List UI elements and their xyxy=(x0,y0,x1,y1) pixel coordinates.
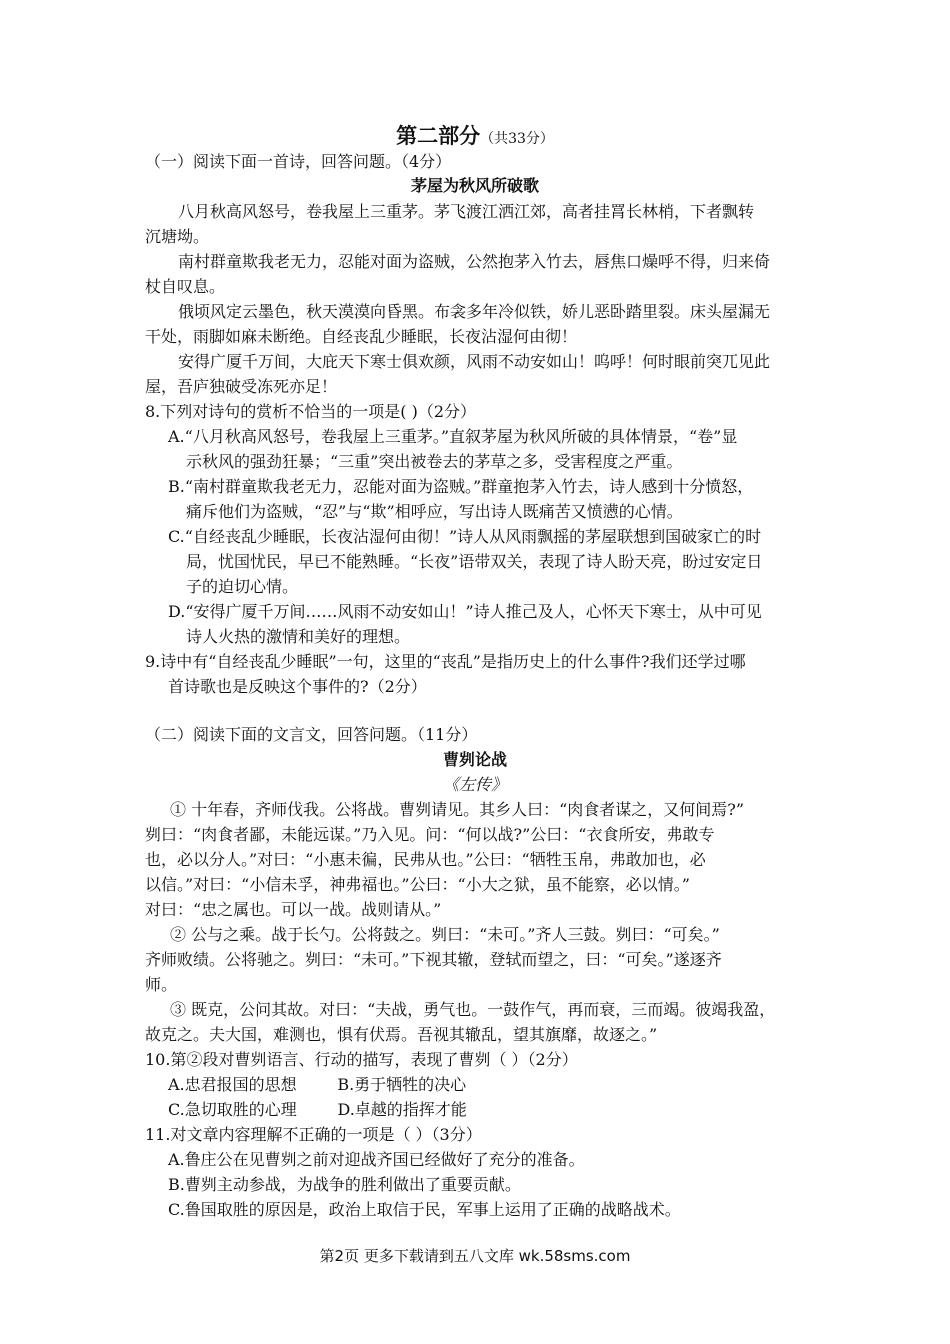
page-footer: 第2页 更多下载请到五八文库 wk.58sms.com xyxy=(319,1247,631,1265)
poem-title: 茅屋为秋风所破歌 xyxy=(410,176,539,195)
essay-line: 师。 xyxy=(145,975,178,994)
poem-line: 安得广厦千万间，大庇天下寒士俱欢颜，风雨不动安如山！呜呼！何时眼前突兀见此 xyxy=(178,352,771,371)
q11-option: C.鲁国取胜的原因是，政治上取信于民，军事上运用了正确的战略战术。 xyxy=(168,1200,681,1219)
essay-line: 故克之。夫大国，难测也，惧有伏焉。吾视其辙乱，望其旗靡，故逐之。” xyxy=(145,1025,658,1044)
q8-option: D.“安得广厦千万间……风雨不动安如山！”诗人推己及人，心怀天下寒士，从中可见 xyxy=(168,602,762,621)
poem-line: 八月秋高风怒号，卷我屋上三重茅。茅飞渡江洒江郊，高者挂罥长林梢，下者飘转 xyxy=(178,202,755,221)
q8-option: 痛斥他们为盗贼，“忍”与“欺”相呼应，写出诗人既痛苦又愤懑的心情。 xyxy=(186,502,683,521)
q10-option: A.忠君报国的思想 B.勇于牺牲的决心 xyxy=(168,1075,467,1094)
q10-option: C.急切取胜的心理 D.卓越的指挥才能 xyxy=(168,1100,467,1119)
q8-option: 局，忧国忧民，早已不能熟睡。“长夜”语带双关，表现了诗人盼天亮，盼过安定日 xyxy=(186,552,763,571)
section2-intro: （二）阅读下面的文言文，回答问题。（11分） xyxy=(145,725,478,744)
essay-source: 《左传》 xyxy=(442,775,507,794)
part-title: 第二部分 xyxy=(396,124,481,148)
q11-stem: 11.对文章内容理解不正确的一项是（ ）（3分） xyxy=(145,1125,482,1144)
q8-option: 示秋风的强劲狂暴；“三重”突出被卷去的茅草之多，受害程度之严重。 xyxy=(186,452,683,471)
q11-option: B.曹刿主动参战，为战争的胜利做出了重要贡献。 xyxy=(168,1175,521,1194)
q8-option: 子的迫切心情。 xyxy=(186,577,299,596)
essay-line: ③ 既克，公问其故。对曰：“夫战，勇气也。一鼓作气，再而衰，三而竭。彼竭我盈， xyxy=(170,1000,776,1019)
part-score: （共33分） xyxy=(480,131,554,147)
q8-stem: 8.下列对诗句的赏析不恰当的一项是( )（2分） xyxy=(145,402,477,421)
q8-option: A.“八月秋高风怒号，卷我屋上三重茅。”直叙茅屋为秋风所破的具体情景，“卷”显 xyxy=(168,427,738,446)
essay-line: 对曰：“忠之属也。可以一战。战则请从。” xyxy=(145,900,442,919)
q8-option: C.“自经丧乱少睡眠，长夜沾湿何由彻！”诗人从风雨飘摇的茅屋联想到国破家亡的时 xyxy=(168,527,762,546)
q8-option: B.“南村群童欺我老无力，忍能对面为盗贼。”群童抱茅入竹去，诗人感到十分愤怒， xyxy=(168,477,754,496)
essay-title: 曹刿论战 xyxy=(442,750,507,769)
poem-line: 屋，吾庐独破受冻死亦足！ xyxy=(145,377,338,396)
q11-option: A.鲁庄公在见曹刿之前对迎战齐国已经做好了充分的准备。 xyxy=(168,1150,585,1169)
section1-intro: （一）阅读下面一首诗，回答问题。（4分） xyxy=(145,152,452,171)
poem-line: 南村群童欺我老无力，忍能对面为盗贼，公然抱茅入竹去，唇焦口燥呼不得，归来倚 xyxy=(178,252,771,271)
poem-line: 俄顷风定云墨色，秋天漠漠向昏黑。布衾多年冷似铁，娇儿恶卧踏里裂。床头屋漏无 xyxy=(178,302,771,321)
essay-line: 刿曰：“肉食者鄙，未能远谋。”乃入见。问：“何以战?”公曰：“衣食所安，弗敢专 xyxy=(145,825,715,844)
q9-stem: 首诗歌也是反映这个事件的?（2分） xyxy=(168,677,427,696)
section-heading xyxy=(0,124,950,151)
q10-stem: 10.第②段对曹刿语言、行动的描写，表现了曹刿（ ）（2分） xyxy=(145,1050,578,1069)
poem-line: 沉塘坳。 xyxy=(145,227,210,246)
q9-stem: 9.诗中有“自经丧乱少睡眠”一句，这里的“丧乱”是指历史上的什么事件?我们还学过哪 xyxy=(145,652,746,671)
essay-line: ① 十年春，齐师伐我。公将战。曹刿请见。其乡人曰：“肉食者谋之，又何间焉?” xyxy=(170,800,745,819)
poem-line: 杖自叹息。 xyxy=(145,277,226,296)
poem-line: 干处，雨脚如麻未断绝。自经丧乱少睡眠，长夜沾湿何由彻！ xyxy=(145,327,578,346)
essay-line: ② 公与之乘。战于长勺。公将鼓之。刿曰：“未可。”齐人三鼓。刿曰：“可矣。” xyxy=(170,925,720,944)
essay-line: 以信。”对曰：“小信未孚，神弗福也。”公曰：“小大之狱，虽不能察，必以情。” xyxy=(145,875,690,894)
essay-line: 齐师败绩。公将驰之。刿曰：“未可。”下视其辙，登轼而望之，曰：“可矣。”遂逐齐 xyxy=(145,950,722,969)
q8-option: 诗人火热的激情和美好的理想。 xyxy=(186,627,411,646)
essay-line: 也，必以分人。”对曰：“小惠未徧，民弗从也。”公曰：“牺牲玉帛，弗敢加也，必 xyxy=(145,850,706,869)
